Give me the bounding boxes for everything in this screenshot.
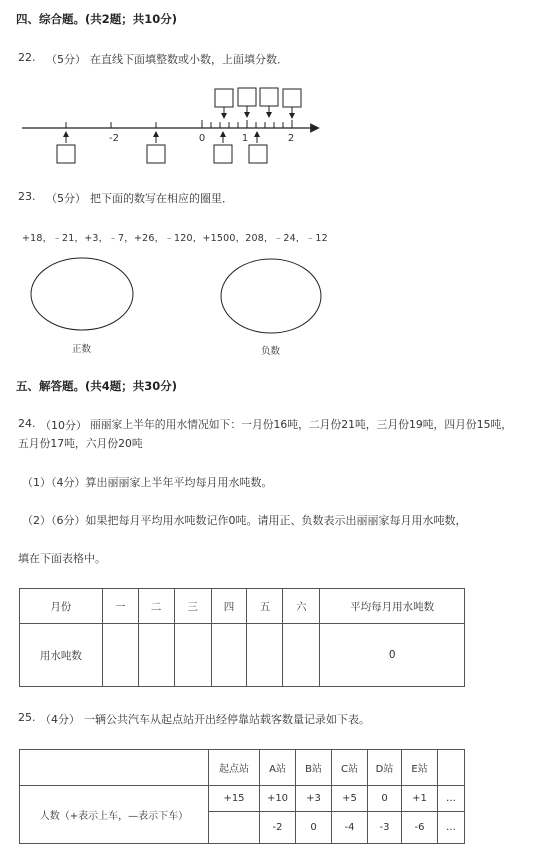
tick-label-0: 0 (198, 133, 206, 144)
boarding-a: +10 (260, 786, 296, 812)
cell-jun[interactable] (283, 624, 320, 687)
header-station-c: C站 (332, 750, 368, 786)
q24-text-line2: 五月份17吨，六月份20吨 (18, 437, 143, 450)
q23-question: 把下面的数写在相应的圈里． (90, 192, 233, 205)
q24-score: （10分） (40, 419, 87, 432)
q22-number: 22. (18, 51, 36, 64)
header-station-e: E站 (402, 750, 438, 786)
table-header-row (20, 589, 465, 624)
down-arrows (224, 106, 292, 116)
alighting-a: -2 (260, 812, 296, 844)
bus-passenger-table (19, 749, 465, 844)
cell-may[interactable] (247, 624, 283, 687)
header-jan: 一 (102, 589, 138, 624)
table-row (20, 624, 465, 687)
row-label-passengers: 人数（+表示上车，—表示下车） (20, 786, 209, 844)
alighting-c: -4 (332, 812, 368, 844)
cell-jan[interactable] (102, 624, 138, 687)
q24-sub2: （2）（6分）如果把每月平均用水吨数记作0吨。请用正、负数表示出丽丽家每月用水吨数， (22, 514, 467, 527)
q23-number: 23. (18, 190, 36, 203)
bus-header-row (20, 750, 465, 786)
lower-answer-box-4[interactable] (249, 145, 267, 163)
cell-apr[interactable] (211, 624, 247, 687)
header-feb: 二 (138, 589, 174, 624)
positive-label: 正数 (72, 344, 92, 355)
q25-question: 一辆公共汽车从起点站开出经停靠站载客数量记录如下表。 (84, 713, 370, 726)
lower-answer-box-2[interactable] (147, 145, 165, 163)
row-label-water: 用水吨数 (20, 624, 103, 687)
lower-answer-box-3[interactable] (214, 145, 232, 163)
cell-feb[interactable] (138, 624, 174, 687)
tick-label-1: 1 (241, 133, 249, 144)
q23-score: （5分） (46, 192, 86, 205)
bus-header-blank (20, 750, 209, 786)
header-apr: 四 (211, 589, 247, 624)
section-4-title: 四、综合题。(共2题；共10分) (16, 12, 178, 26)
up-arrows (66, 134, 257, 143)
alighting-b: 0 (296, 812, 332, 844)
header-station-d: D站 (368, 750, 402, 786)
bus-boarding-row (20, 786, 465, 812)
boarding-c: +5 (332, 786, 368, 812)
tick-label-2: 2 (287, 133, 295, 144)
upper-answer-box-2[interactable] (238, 88, 256, 106)
header-station-b: B站 (296, 750, 332, 786)
positive-number-circle[interactable] (31, 258, 133, 330)
upper-answer-box-4[interactable] (283, 89, 301, 107)
header-average: 平均每月用水吨数 (320, 589, 465, 624)
header-jun: 六 (283, 589, 320, 624)
header-start-station: 起点站 (209, 750, 260, 786)
tick-label-neg2: -2 (109, 133, 119, 144)
q22-score: （5分） (46, 53, 86, 66)
header-mar: 三 (174, 589, 211, 624)
q25-score: （4分） (40, 713, 80, 726)
lower-answer-box-1[interactable] (57, 145, 75, 163)
alighting-d: -3 (368, 812, 402, 844)
negative-label: 负数 (261, 346, 281, 357)
section-5-title: 五、解答题。(共4题；共30分) (16, 379, 178, 393)
boarding-d: 0 (368, 786, 402, 812)
q23-number-list: +18，﹣21，+3，﹣7，+26，﹣120，+1500，208，﹣24，﹣12 (22, 233, 328, 244)
boarding-e: +1 (402, 786, 438, 812)
alighting-more: … (438, 812, 465, 844)
upper-answer-box-1[interactable] (215, 89, 233, 107)
q24-sub1: （1）（4分）算出丽丽家上半年平均每月用水吨数。 (22, 476, 273, 489)
q24-text-line1: 丽丽家上半年的用水情况如下：一月份16吨，二月份21吨，三月份19吨，四月份15吨， (90, 418, 513, 431)
header-more (438, 750, 465, 786)
cell-mar[interactable] (174, 624, 211, 687)
q24-sub2-cont: 填在下面表格中。 (18, 552, 106, 565)
number-line-ticks (66, 120, 292, 128)
alighting-e: -6 (402, 812, 438, 844)
boarding-start: +15 (209, 786, 260, 812)
header-station-a: A站 (260, 750, 296, 786)
negative-number-circle[interactable] (221, 259, 321, 333)
q22-question: 在直线下面填整数或小数，上面填分数． (90, 53, 288, 66)
upper-answer-box-3[interactable] (260, 88, 278, 106)
q24-number: 24. (18, 417, 36, 430)
water-usage-table (19, 588, 465, 687)
header-may: 五 (247, 589, 283, 624)
boarding-b: +3 (296, 786, 332, 812)
q25-number: 25. (18, 711, 36, 724)
alighting-start (209, 812, 260, 844)
header-month: 月份 (20, 589, 103, 624)
cell-average: 0 (320, 624, 465, 687)
boarding-more: … (438, 786, 465, 812)
